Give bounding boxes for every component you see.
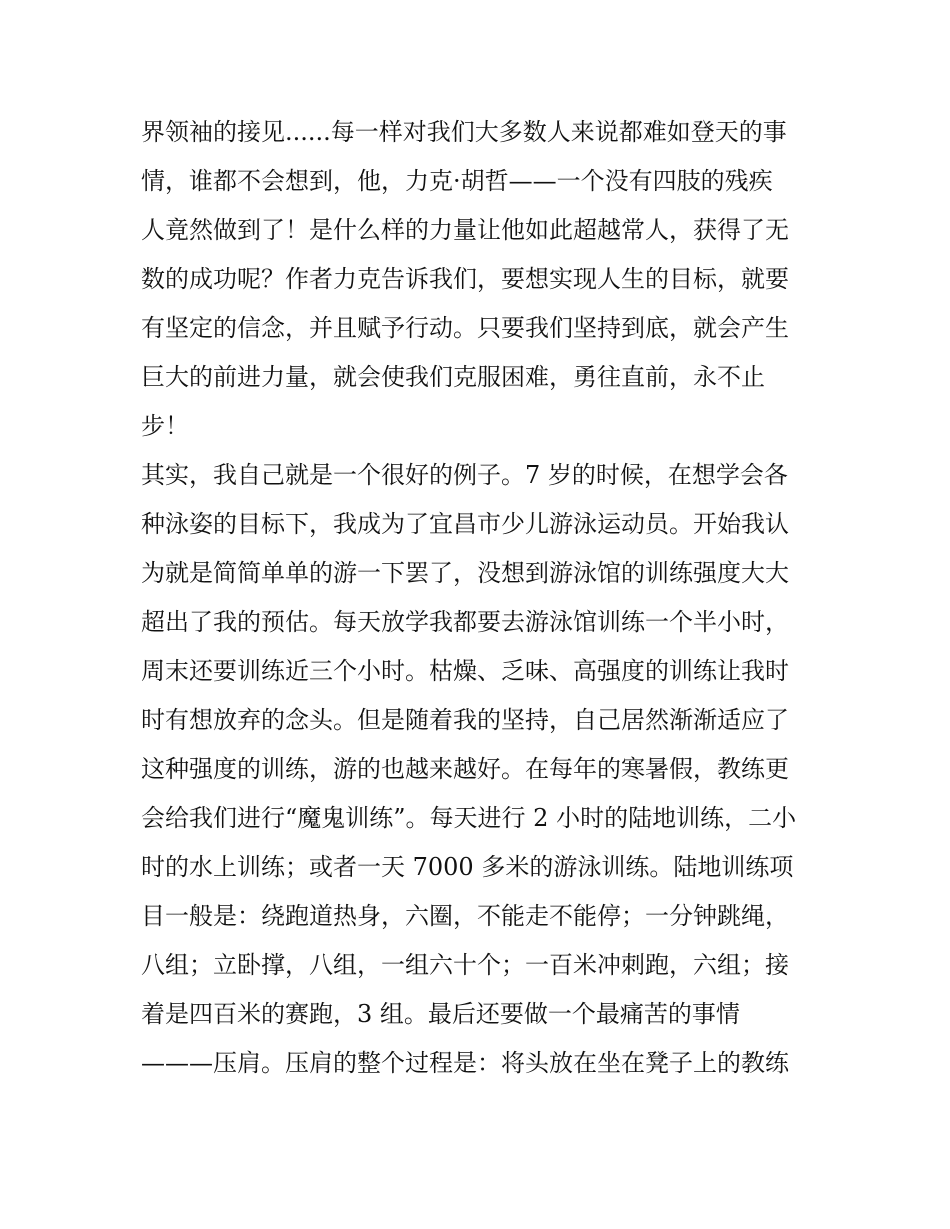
text-line: 目一般是：绕跑道热身，六圈，不能走不能停；一分钟跳绳， bbox=[141, 902, 789, 930]
text-line: 周末还要训练近三个小时。枯燥、乏味、高强度的训练让我时 bbox=[141, 657, 789, 685]
text-line: 有坚定的信念，并且赋予行动。只要我们坚持到底，就会产生 bbox=[141, 314, 789, 342]
text-line: 数的成功呢？作者力克告诉我们，要想实现人生的目标，就要 bbox=[141, 265, 789, 293]
text-line: ———压肩。压肩的整个过程是：将头放在坐在凳子上的教练 bbox=[141, 1049, 789, 1077]
text-line: 这种强度的训练，游的也越来越好。在每年的寒暑假，教练更 bbox=[141, 755, 789, 783]
text-line: 会给我们进行“魔鬼训练”。每天进行 2 小时的陆地训练，二小 bbox=[141, 804, 797, 832]
text-line: 界领袖的接见......每一样对我们大多数人来说都难如登天的事 bbox=[141, 118, 787, 146]
text-line: 着是四百米的赛跑，3 组。最后还要做一个最痛苦的事情 bbox=[141, 1000, 740, 1028]
text-line: 其实，我自己就是一个很好的例子。7 岁的时候，在想学会各 bbox=[141, 461, 788, 489]
text-line: 情，谁都不会想到，他，力克·胡哲——一个没有四肢的残疾 bbox=[141, 167, 773, 195]
text-line: 超出了我的预估。每天放学我都要去游泳馆训练一个半小时， bbox=[141, 608, 789, 636]
body-text bbox=[141, 108, 821, 1088]
text-line: 时的水上训练；或者一天 7000 多米的游泳训练。陆地训练项 bbox=[141, 853, 794, 881]
text-line: 八组；立卧撑，八组，一组六十个；一百米冲刺跑，六组；接 bbox=[141, 951, 789, 979]
text-line: 种泳姿的目标下，我成为了宜昌市少儿游泳运动员。开始我认 bbox=[141, 510, 789, 538]
text-line: 步！ bbox=[141, 412, 189, 440]
text-line: 时有想放弃的念头。但是随着我的坚持，自己居然渐渐适应了 bbox=[141, 706, 789, 734]
text-line: 人竟然做到了！是什么样的力量让他如此超越常人，获得了无 bbox=[141, 216, 789, 244]
text-line: 为就是简简单单的游一下罢了，没想到游泳馆的训练强度大大 bbox=[141, 559, 789, 587]
text-line: 巨大的前进力量，就会使我们克服困难，勇往直前，永不止 bbox=[141, 363, 765, 391]
